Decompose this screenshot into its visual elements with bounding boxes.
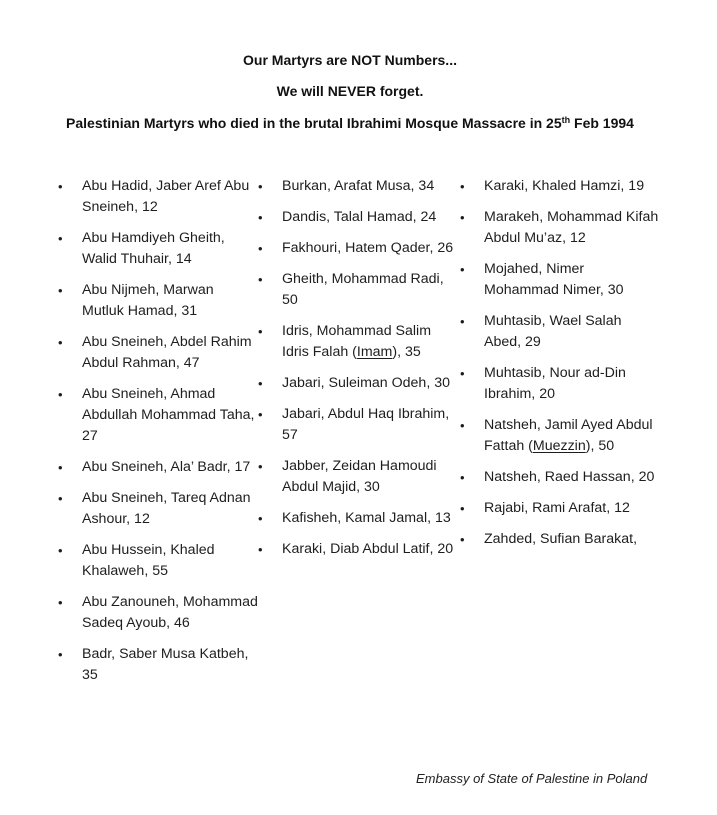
martyr-list-item — [258, 176, 458, 197]
heading-line-3-date: Feb 1994 — [570, 115, 634, 131]
martyr-entry-text: Jabber, Zeidan Hamoudi Abdul Majid, 30 — [282, 458, 437, 495]
martyr-list-item — [258, 269, 458, 311]
bullet-icon: • — [58, 647, 63, 662]
martyr-entry-age: ), 35 — [392, 344, 421, 360]
martyr-entry-text: Abu Sneineh, Ala’ Badr, 17 — [82, 459, 251, 475]
bullet-icon: • — [460, 501, 465, 516]
martyr-entry-text: Abu Hussein, Khaled Khalaweh, 55 — [82, 542, 215, 579]
martyr-entry-text: Fakhouri, Hatem Qader, 26 — [282, 240, 454, 256]
martyr-entry-text: Muhtasib, Nour ad-Din Ibrahim, 20 — [484, 365, 626, 402]
martyr-entry-text: Natsheh, Raed Hassan, 20 — [484, 469, 655, 485]
martyr-entry-text: Karaki, Khaled Hamzi, 19 — [484, 178, 645, 194]
martyr-list-item — [58, 457, 258, 478]
bullet-icon: • — [460, 418, 465, 433]
bullet-icon: • — [58, 283, 63, 298]
martyr-entry-text: Abu Sneineh, Abdel Rahim Abdul Rahman, 47 — [82, 334, 252, 371]
martyr-list-item — [58, 228, 258, 270]
bullet-icon: • — [460, 366, 465, 381]
bullet-icon: • — [258, 542, 263, 557]
martyr-entry-text: Abu Nijmeh, Marwan Mutluk Hamad, 31 — [82, 282, 214, 319]
martyr-entry-text: Rajabi, Rami Arafat, 12 — [484, 500, 630, 516]
bullet-icon: • — [258, 179, 263, 194]
martyr-entry-text: Kafisheh, Kamal Jamal, 13 — [282, 510, 451, 526]
heading-line-3-text: Palestinian Martyrs who died in the brutal Ibrahimi Mosque Massacre in 25 — [66, 115, 562, 131]
martyr-list-item — [58, 280, 258, 322]
bullet-icon: • — [460, 262, 465, 277]
martyr-entry-text: Abu Sneineh, Ahmad Abdullah Mohammad Taha, 27 — [82, 386, 255, 444]
martyr-list-item — [258, 207, 458, 228]
martyr-list-item — [460, 311, 660, 353]
bullet-icon: • — [258, 407, 263, 422]
martyr-list-item — [58, 176, 258, 218]
martyr-list-item — [58, 488, 258, 530]
martyr-list-item — [460, 529, 660, 550]
martyr-entry-title: Muezzin — [532, 438, 586, 454]
bullet-icon: • — [58, 595, 63, 610]
martyr-list-item — [460, 467, 660, 488]
martyr-list-column-1 — [58, 176, 258, 696]
bullet-icon: • — [58, 460, 63, 475]
bullet-icon: • — [460, 179, 465, 194]
martyr-entry-text: Abu Hadid, Jaber Aref Abu Sneineh, 12 — [82, 178, 250, 215]
bullet-icon: • — [258, 459, 263, 474]
martyr-entry-text: Marakeh, Mohammad Kifah Abdul Mu’az, 12 — [484, 209, 659, 246]
bullet-icon: • — [58, 231, 63, 246]
bullet-icon: • — [58, 543, 63, 558]
martyr-list-item — [58, 644, 258, 686]
martyr-entry-text: Natsheh, Jamil Ayed Abdul Fattah ( — [484, 417, 653, 454]
martyr-entry-text: Muhtasib, Wael Salah Abed, 29 — [484, 313, 622, 350]
martyr-list-item — [58, 592, 258, 634]
martyr-list-item — [460, 176, 660, 197]
martyr-list-item — [258, 508, 458, 529]
martyr-list-column-3 — [460, 176, 660, 560]
martyr-entry-text: Abu Zanouneh, Mohammad Sadeq Ayoub, 46 — [82, 594, 258, 631]
martyr-list-item — [460, 498, 660, 519]
martyr-list-item — [58, 384, 258, 447]
bullet-icon: • — [58, 387, 63, 402]
bullet-icon: • — [460, 210, 465, 225]
martyr-entry-text: Burkan, Arafat Musa, 34 — [282, 178, 435, 194]
bullet-icon: • — [58, 179, 63, 194]
martyr-entry-text: Abu Hamdiyeh Gheith, Walid Thuhair, 14 — [82, 230, 225, 267]
martyr-entry-text: Mojahed, Nimer Mohammad Nimer, 30 — [484, 261, 624, 298]
martyr-entry-text: Idris, Mohammad Salim Idris Falah ( — [282, 323, 432, 360]
bullet-icon: • — [460, 470, 465, 485]
martyr-entry-text: Dandis, Talal Hamad, 24 — [282, 209, 437, 225]
heading-line-2: We will NEVER forget. — [276, 83, 424, 99]
martyr-entry-text: Jabari, Abdul Haq Ibrahim, 57 — [282, 406, 450, 443]
heading-ordinal-suffix: th — [561, 115, 571, 125]
bullet-icon: • — [258, 324, 263, 339]
heading-line-3 — [0, 114, 700, 132]
bullet-icon: • — [460, 532, 465, 547]
bullet-icon: • — [258, 241, 263, 256]
martyr-list-item — [460, 363, 660, 405]
martyr-entry-text: Abu Sneineh, Tareq Adnan Ashour, 12 — [82, 490, 251, 527]
bullet-icon: • — [258, 272, 263, 287]
bullet-icon: • — [258, 511, 263, 526]
martyr-list-item — [460, 415, 660, 457]
bullet-icon: • — [258, 210, 263, 225]
martyr-entry-title: Imam — [356, 344, 393, 360]
martyr-entry-text: Zahded, Sufian Barakat, — [484, 531, 638, 547]
martyr-list-item — [460, 207, 660, 249]
martyr-entry-text: Badr, Saber Musa Katbeh, 35 — [82, 646, 249, 683]
martyr-list-item — [258, 404, 458, 446]
martyr-list-item — [258, 238, 458, 259]
martyr-list-item — [58, 540, 258, 582]
bullet-icon: • — [460, 314, 465, 329]
martyr-list-item — [258, 321, 458, 363]
martyr-list-column-2 — [258, 176, 458, 570]
martyr-entry-age: ), 50 — [585, 438, 615, 454]
heading-line-1: Our Martyrs are NOT Numbers... — [243, 52, 457, 68]
martyr-list-item — [58, 332, 258, 374]
martyr-entry-text: Karaki, Diab Abdul Latif, 20 — [282, 541, 454, 557]
martyr-entry-text: Jabari, Suleiman Odeh, 30 — [282, 375, 450, 391]
martyr-list-item — [258, 539, 458, 560]
martyr-list-item — [460, 259, 660, 301]
martyr-entry-text: Gheith, Mohammad Radi, 50 — [282, 271, 444, 308]
martyr-list-item — [258, 456, 458, 498]
bullet-icon: • — [58, 335, 63, 350]
footer-signature: Embassy of State of Palestine in Poland — [416, 771, 648, 786]
bullet-icon: • — [58, 491, 63, 506]
bullet-icon: • — [258, 376, 263, 391]
martyr-list-item — [258, 373, 458, 394]
